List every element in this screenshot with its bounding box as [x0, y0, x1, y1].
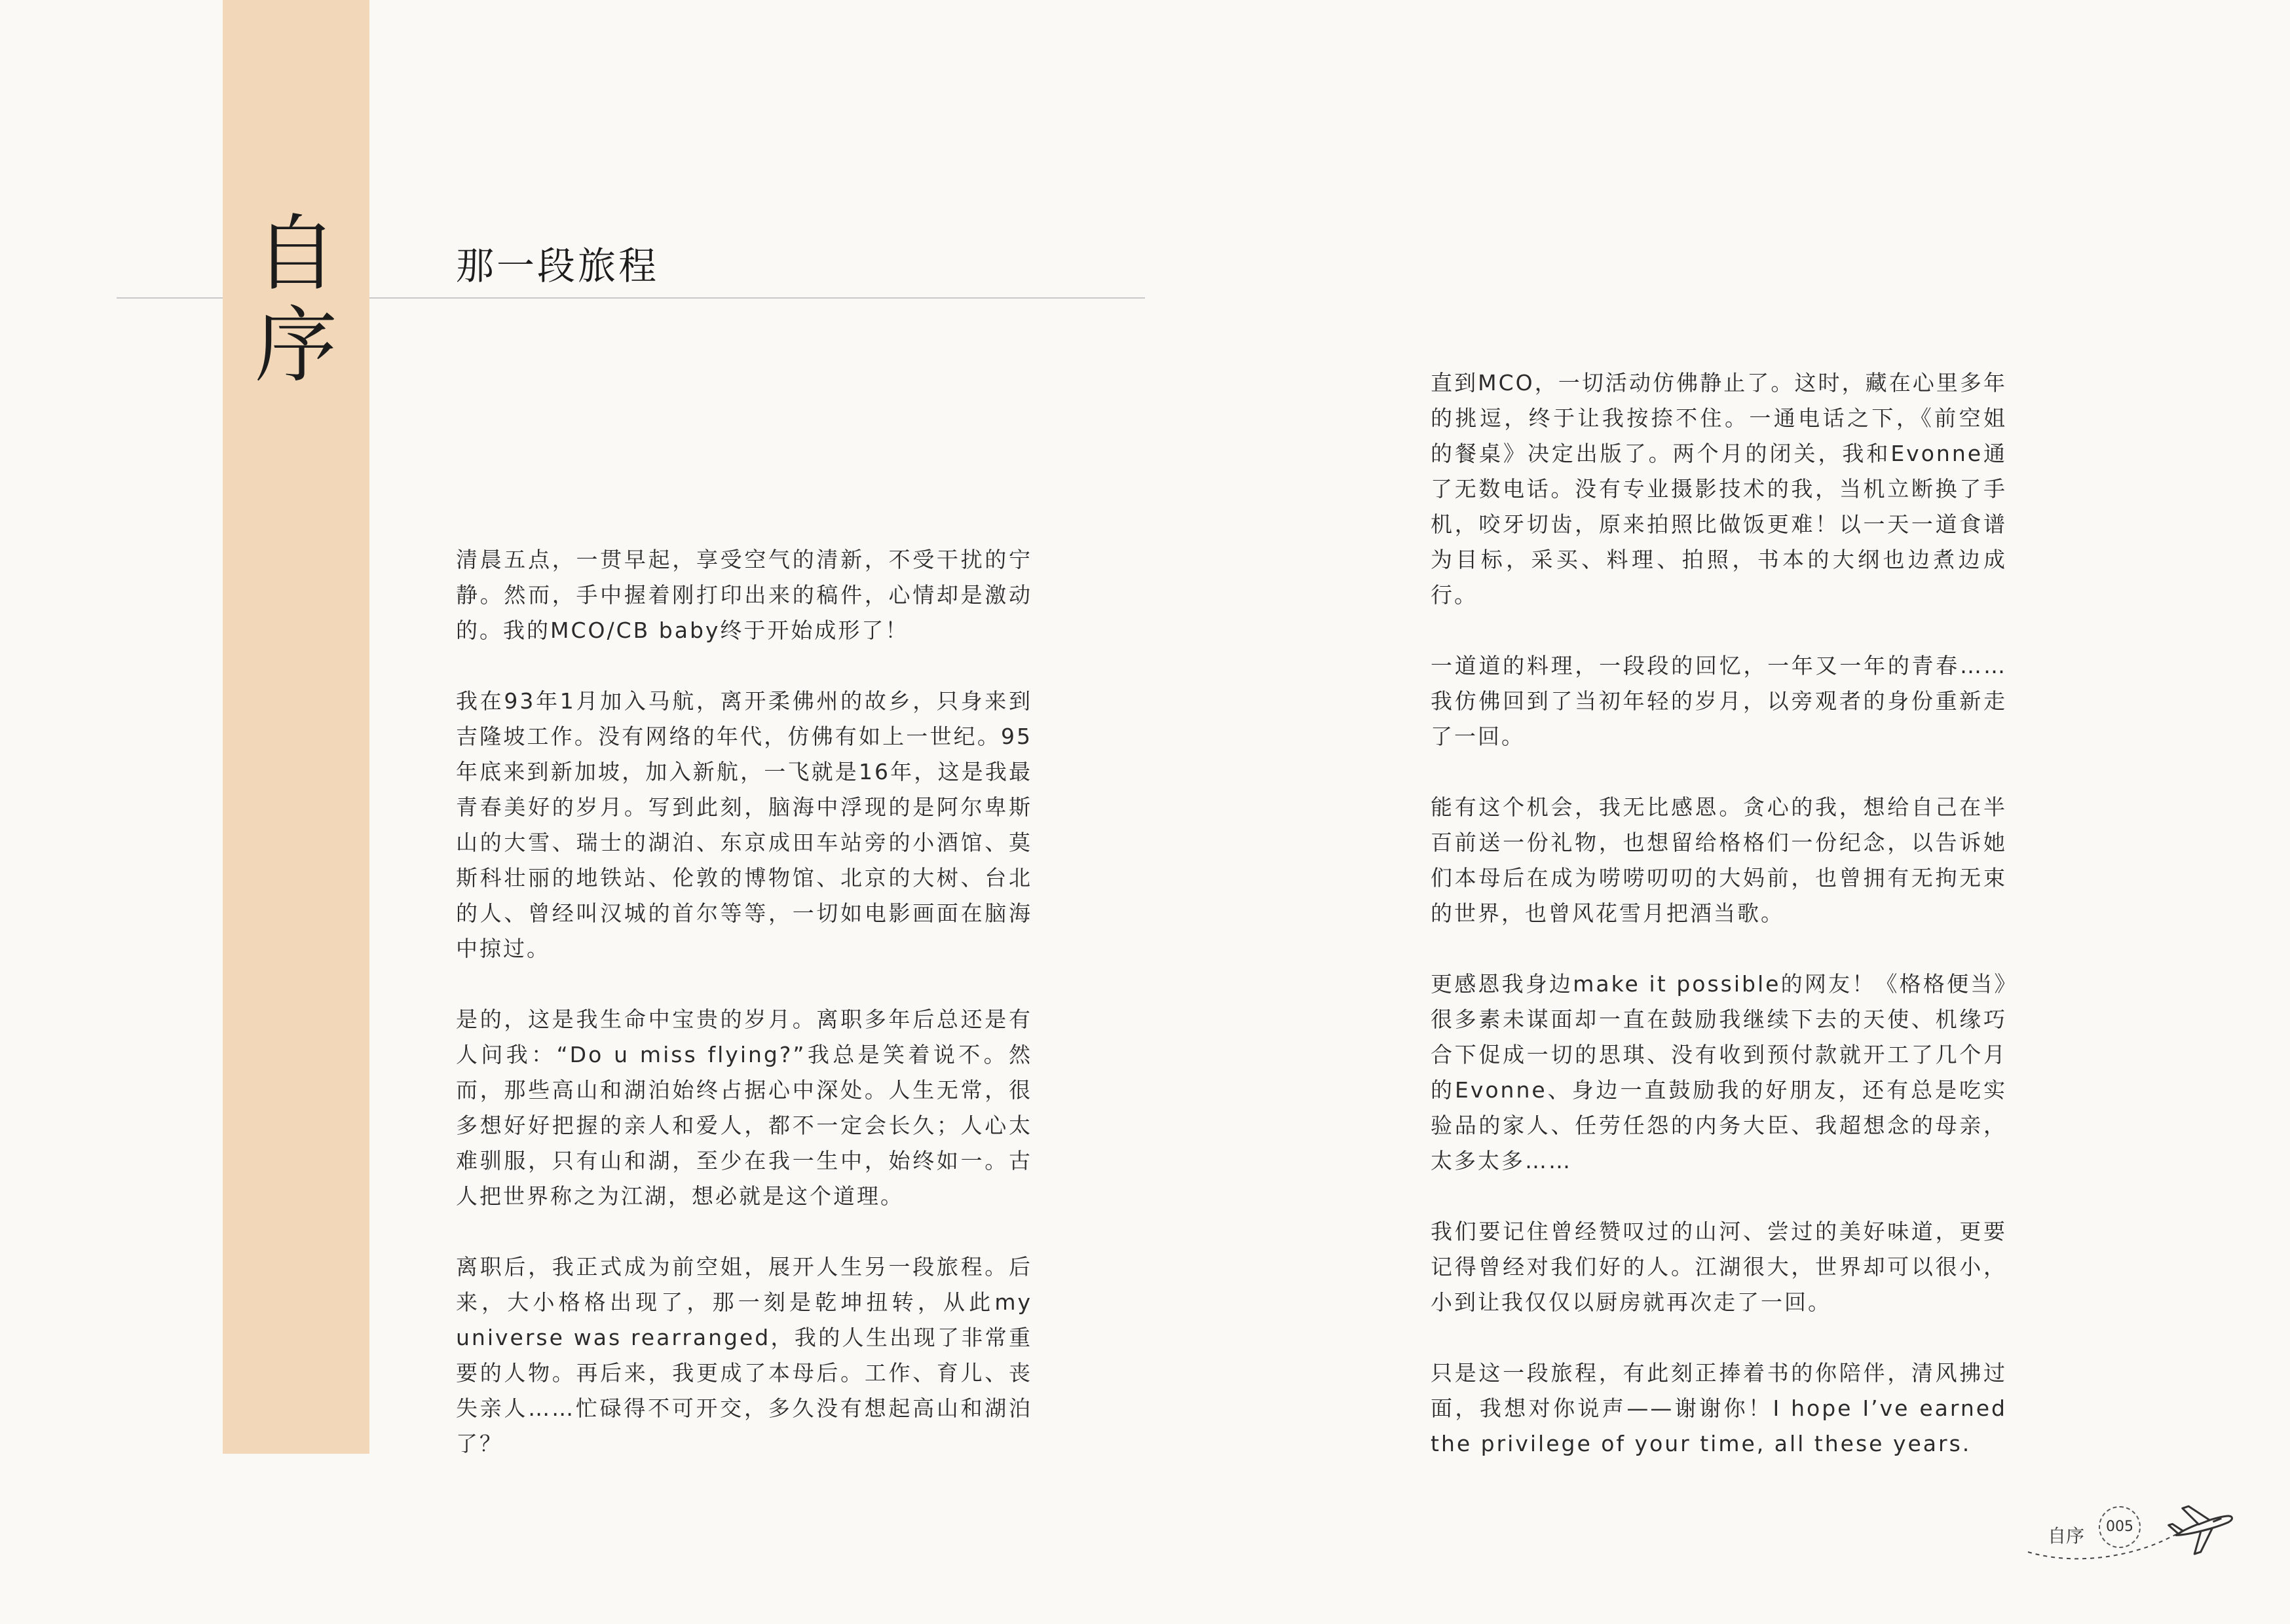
chapter-subtitle: 那一段旅程: [456, 244, 660, 288]
paragraph: 我们要记住曾经赞叹过的山河、尝过的美好味道，更要记得曾经对我们好的人。江湖很大，世界却可以很小，小到让我仅仅以厨房就再次走了一回。: [1431, 1219, 2007, 1315]
paragraph: 只是这一段旅程，有此刻正捧着书的你陪伴，清风拂过面，我想对你说声——谢谢你！I hope I’ve earned the privilege of your time, all these years.: [1431, 1360, 2007, 1456]
paragraph: 我在93年1月加入马航，离开柔佛州的故乡，只身来到吉隆坡工作。没有网络的年代，仿佛有如上一世纪。95年底来到新加坡，加入新航，一飞就是16年，这是我最青春美好的岁月。写到此刻，脑海中浮现的是阿尔卑斯山的大雪、瑞士的湖泊、东京成田车站旁的小酒馆、莫斯科壮丽的地铁站、伦敦的博物馆、北京的大树、台北的人、曾经叫汉城的首尔等等，一切如电影画面在脑海中掠过。: [456, 688, 1032, 961]
header-rule-right: [369, 297, 1145, 299]
paragraph: 更感恩我身边make it possible的网友！《格格便当》很多素未谋面却一直在鼓励我继续下去的天使、机缘巧合下促成一切的思琪、没有收到预付款就开工了几个月的Evonne、身边一直鼓励我的好朋友，还有总是吃实验品的家人、任劳任怨的内务大臣、我超想念的母亲，太多太多……: [1431, 971, 2007, 1173]
right-text-column: [1431, 365, 2007, 1497]
chapter-title-char-1: 自: [255, 206, 337, 302]
chapter-title-char-2: 序: [255, 297, 337, 394]
left-text-column: [456, 542, 1032, 1497]
page-number: 005: [2099, 1506, 2141, 1548]
header-rule-left: [117, 297, 223, 299]
paragraph: 一道道的料理，一段段的回忆，一年又一年的青春……我仿佛回到了当初年轻的岁月，以旁观者的身份重新走了一回。: [1431, 653, 2007, 749]
paragraph: 直到MCO，一切活动仿佛静止了。这时，藏在心里多年的挑逗，终于让我按捺不住。一通电话之下，《前空姐的餐桌》决定出版了。两个月的闭关，我和Evonne通了无数电话。没有专业摄影技术的我，当机立断换了手机，咬牙切齿，原来拍照比做饭更难！以一天一道食谱为目标，采买、料理、拍照，书本的大纲也边煮边成行。: [1431, 370, 2007, 608]
paragraph: 能有这个机会，我无比感恩。贪心的我，想给自己在半百前送一份礼物，也想留给格格们一份纪念，以告诉她们本母后在成为唠唠叨叨的大妈前，也曾拥有无拘无束的世界，也曾风花雪月把酒当歌。: [1431, 794, 2007, 926]
footer-section-label: 自序: [2048, 1525, 2085, 1547]
paragraph: 清晨五点，一贯早起，享受空气的清新，不受干扰的宁静。然而，手中握着刚打印出来的稿件，心情却是激动的。我的MCO/CB baby终于开始成形了！: [456, 547, 1032, 643]
paragraph: 离职后，我正式成为前空姐，展开人生另一段旅程。后来，大小格格出现了，那一刻是乾坤扭转，从此my universe was rearranged，我的人生出现了非常重要的人物。再后来，我更成了本母后。工作、育儿、丧失亲人……忙碌得不可开交，多久没有想起高山和湖泊了？: [456, 1254, 1032, 1456]
paragraph: 是的，这是我生命中宝贵的岁月。离职多年后总还是有人问我：“Do u miss flying?”我总是笑着说不。然而，那些高山和湖泊始终占据心中深处。人生无常，很多想好好把握的亲人和爱人，都不一定会长久；人心太难驯服，只有山和湖，至少在我一生中，始终如一。古人把世界称之为江湖，想必就是这个道理。: [456, 1006, 1032, 1209]
